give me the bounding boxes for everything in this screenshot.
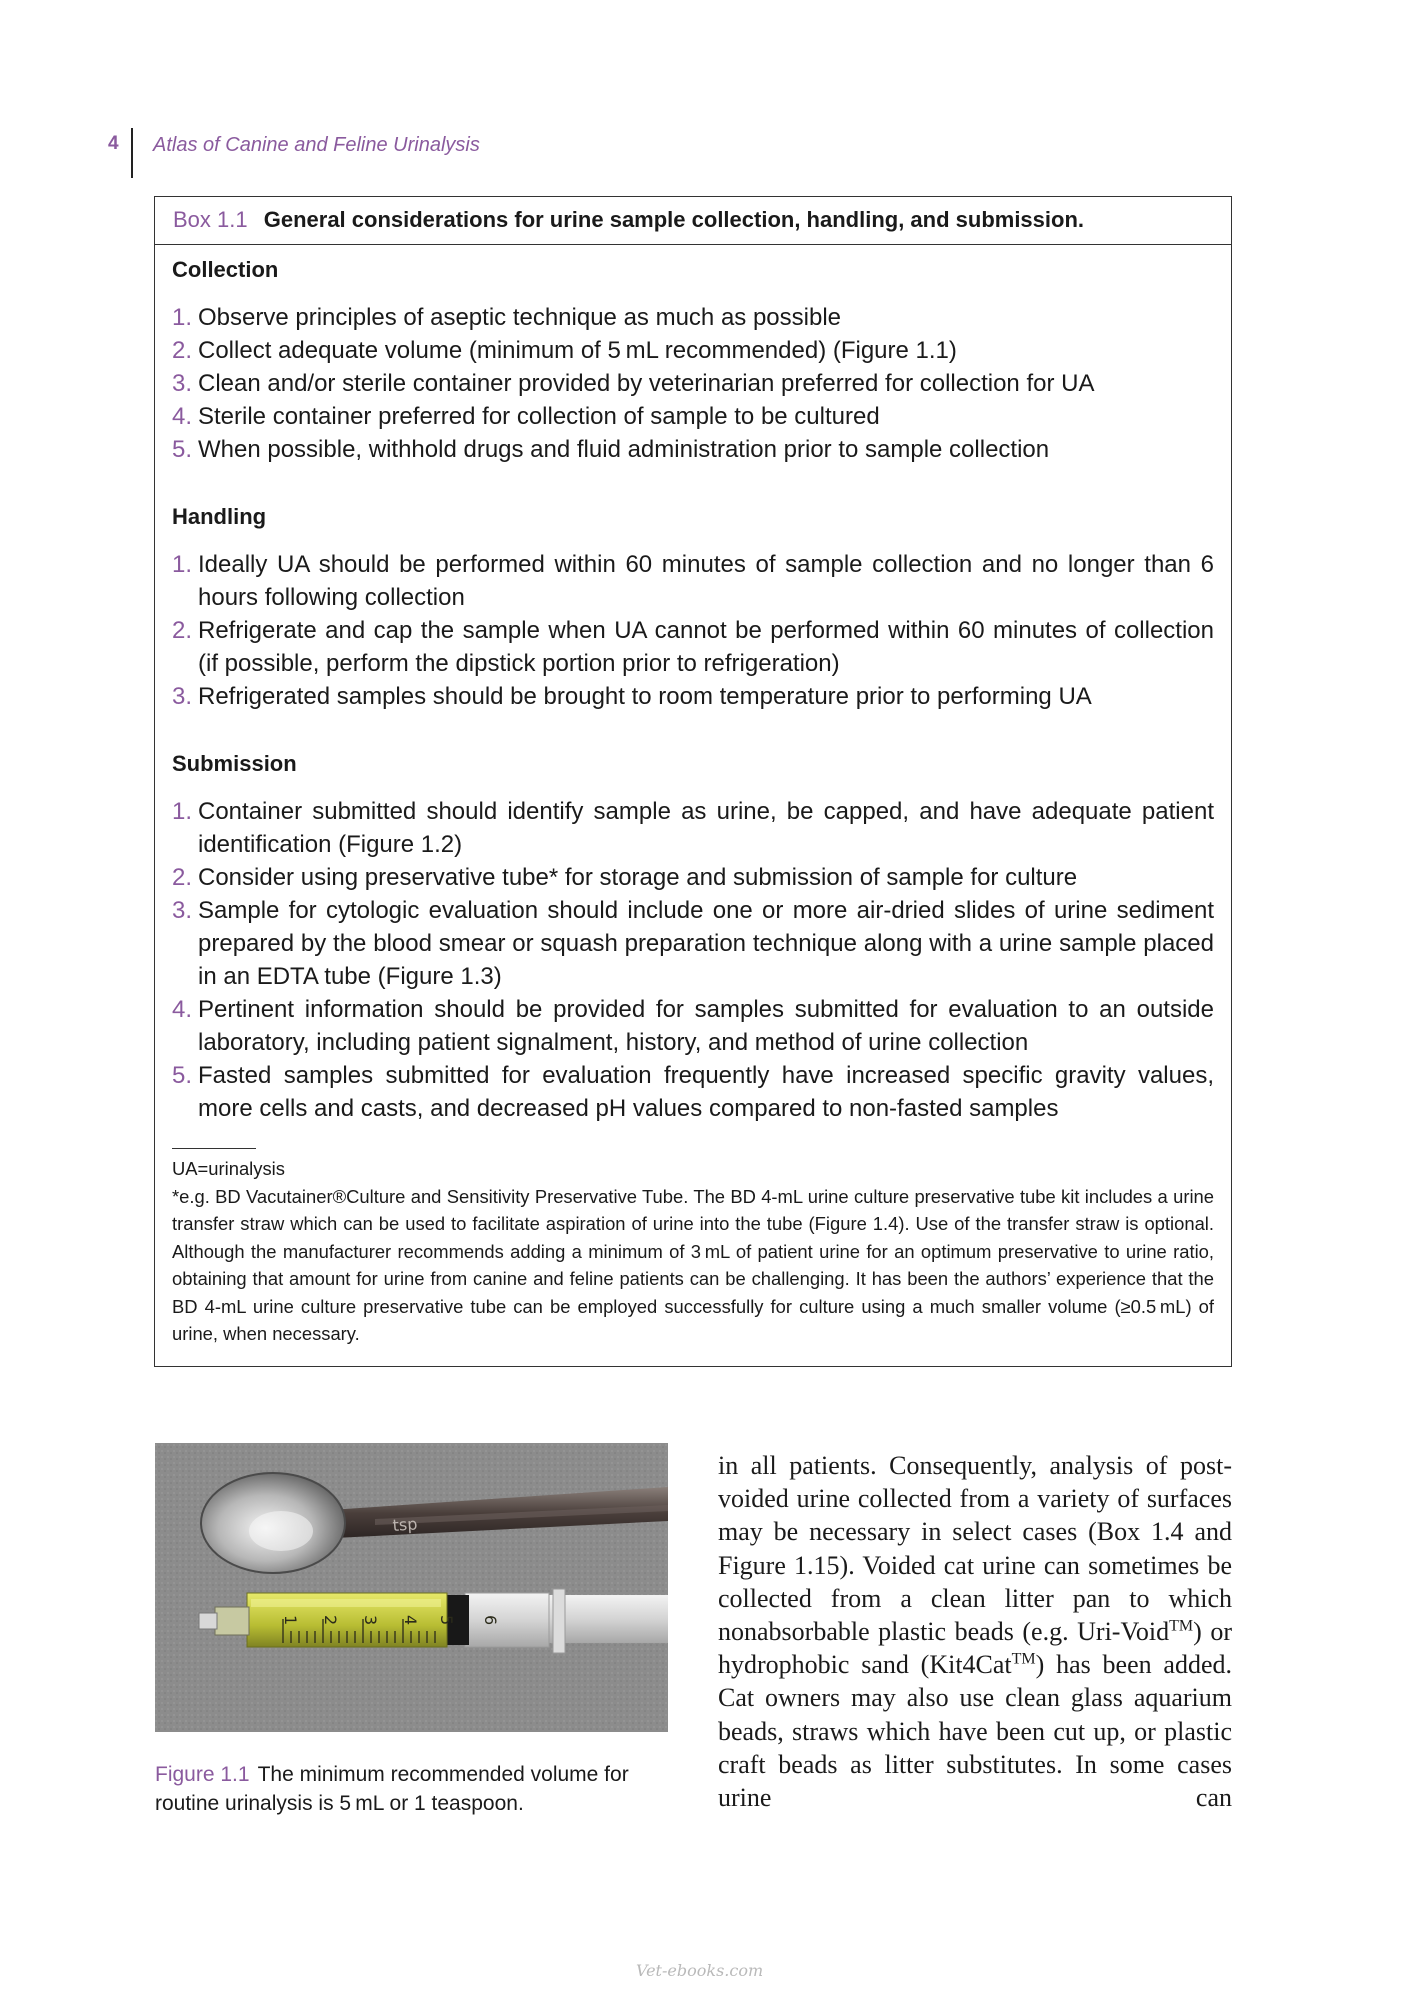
- item-number: 2.: [172, 864, 193, 891]
- list-item: [172, 894, 1214, 993]
- watermark: Vet-ebooks.com: [636, 1961, 764, 1980]
- box-title-bar: [155, 197, 1231, 245]
- syringe-flange: [553, 1589, 565, 1653]
- list-item: [172, 680, 1214, 713]
- trademark-2: TM: [1011, 1650, 1036, 1668]
- item-number: 5.: [172, 1062, 193, 1089]
- syringe-tip: [215, 1607, 249, 1635]
- syringe-highlight: [251, 1599, 441, 1607]
- item-text: Observe principles of aseptic technique as much as possible: [198, 304, 842, 331]
- box-body: [155, 245, 1231, 1348]
- section-heading-submission: Submission: [172, 751, 297, 776]
- figure-caption: [155, 1760, 670, 1818]
- item-number: 3.: [172, 370, 193, 397]
- item-number: 3.: [172, 683, 193, 710]
- list-item: [172, 400, 1214, 433]
- box-1-1: [154, 196, 1232, 1367]
- list-item: [172, 367, 1214, 400]
- footnote-star: *e.g. BD Vacutainer®Culture and Sensitivity Preservative Tube. The BD 4-mL urine culture preservative tube kit includes a urine transfer straw which can be used to facilitate aspiration of urine into the tube (Figure 1.4). Use of the transfer straw is optional. Although the manufacturer recommends adding a minimum of 3 mL of patient urine for an optimum preservative to urine ratio, obtaining that amount for urine from canine and feline patients can be challenging. It has been the authors’ experience that the BD 4-mL urine culture preservative tube can be employed successfully for culture using a much smaller volume (≥0.5 mL) of urine, when necessary.: [172, 1185, 1214, 1344]
- list-item: [172, 861, 1214, 894]
- item-number: 3.: [172, 897, 193, 924]
- figure-caption-text: The minimum recommended volume for routine urinalysis is 5 mL or 1 teaspoon.: [155, 1763, 629, 1815]
- list-item: [172, 795, 1214, 861]
- item-text: Container submitted should identify sample as urine, be capped, and have adequate patient identification (Figure 1.2): [198, 798, 1214, 858]
- body-text-part-1: in all patients. Consequently, analysis of post-voided urine collected from a variety of surfaces may be necessary in select cases (Box 1.4 and Figure 1.15). Voided cat urine can sometimes be collected from a clean litter pan to which nonabsorbable plastic beads (e.g. Uri-Void: [718, 1451, 1232, 1647]
- page-number: 4: [108, 133, 119, 154]
- syringe-number: 2: [321, 1615, 340, 1626]
- syringe-number: 6: [481, 1615, 500, 1626]
- item-number: 1.: [172, 304, 193, 331]
- collection-list: [172, 301, 1214, 466]
- body-text-part-3: ) has been added. Cat owners may also use clean glass aquarium beads, straws which have been cut up, or plastic craft beads as litter substitutes. In some cases urine can: [718, 1650, 1232, 1813]
- item-text: Sterile container preferred for collection of sample to be cultured: [198, 403, 880, 430]
- spoon-and-syringe-photo: [155, 1443, 668, 1732]
- item-text: Ideally UA should be performed within 60 minutes of sample collection and no longer than 6 hours following collection: [198, 551, 1214, 611]
- figure-1-1-photo: [155, 1443, 668, 1732]
- header-rule: [131, 128, 133, 178]
- list-item: [172, 433, 1214, 466]
- item-text: Refrigerate and cap the sample when UA cannot be performed within 60 minutes of collection (if possible, perform the dipstick portion prior to refrigeration): [198, 617, 1214, 677]
- item-text: Fasted samples submitted for evaluation frequently have increased specific gravity values, more cells and casts, and decreased pH values compared to non-fasted samples: [198, 1062, 1214, 1122]
- spoon-highlight: [249, 1511, 313, 1551]
- item-text: Pertinent information should be provided for samples submitted for evaluation to an outside laboratory, including patient signalment, history, and method of urine collection: [198, 996, 1214, 1056]
- body-text: [718, 1449, 1232, 1814]
- list-item: [172, 334, 1214, 367]
- section-heading-handling: Handling: [172, 504, 267, 529]
- syringe-nozzle: [199, 1613, 217, 1629]
- item-text: Sample for cytologic evaluation should include one or more air-dried slides of urine sediment prepared by the blood smear or squash preparation technique along with a urine sample placed in an EDTA tube (Figure 1.3): [198, 897, 1214, 990]
- spoon-marking: tsp: [391, 1514, 418, 1535]
- figure-label: Figure 1.1: [155, 1763, 250, 1786]
- list-item: [172, 548, 1214, 614]
- list-item: [172, 614, 1214, 680]
- item-text: When possible, withhold drugs and fluid administration prior to sample collection: [198, 436, 1050, 463]
- syringe-number: 1: [281, 1615, 300, 1626]
- list-item: [172, 1059, 1214, 1125]
- body-text-part-2: ) or hydrophobic sand (Kit4Cat: [718, 1617, 1232, 1680]
- syringe-number: 4: [401, 1615, 420, 1626]
- section-heading-collection: Collection: [172, 257, 279, 282]
- handling-list: [172, 548, 1214, 713]
- syringe-number: 3: [361, 1615, 380, 1626]
- trademark-1: TM: [1169, 1617, 1194, 1635]
- footnote-abbreviation: UA=urinalysis: [172, 1158, 285, 1179]
- box-title: General considerations for urine sample collection, handling, and submission.: [263, 207, 1085, 232]
- item-number: 4.: [172, 403, 193, 430]
- submission-list: [172, 795, 1214, 1125]
- item-number: 5.: [172, 436, 193, 463]
- list-item: [172, 993, 1214, 1059]
- item-number: 1.: [172, 798, 193, 825]
- item-text: Clean and/or sterile container provided by veterinarian preferred for collection for UA: [198, 370, 1095, 397]
- syringe-barrel-clear: [465, 1593, 549, 1647]
- running-head: Atlas of Canine and Feline Urinalysis: [153, 134, 480, 156]
- list-item: [172, 301, 1214, 334]
- item-number: 1.: [172, 551, 193, 578]
- box-label: Box 1.1: [173, 207, 248, 232]
- syringe-number: 5: [437, 1615, 456, 1626]
- item-number: 2.: [172, 337, 193, 364]
- item-text: Refrigerated samples should be brought to room temperature prior to performing UA: [198, 683, 1092, 710]
- footnote-rule: [172, 1148, 256, 1149]
- item-number: 2.: [172, 617, 193, 644]
- item-text: Consider using preservative tube* for storage and submission of sample for culture: [198, 864, 1078, 891]
- item-text: Collect adequate volume (minimum of 5 mL recommended) (Figure 1.1): [198, 337, 957, 364]
- item-number: 4.: [172, 996, 193, 1023]
